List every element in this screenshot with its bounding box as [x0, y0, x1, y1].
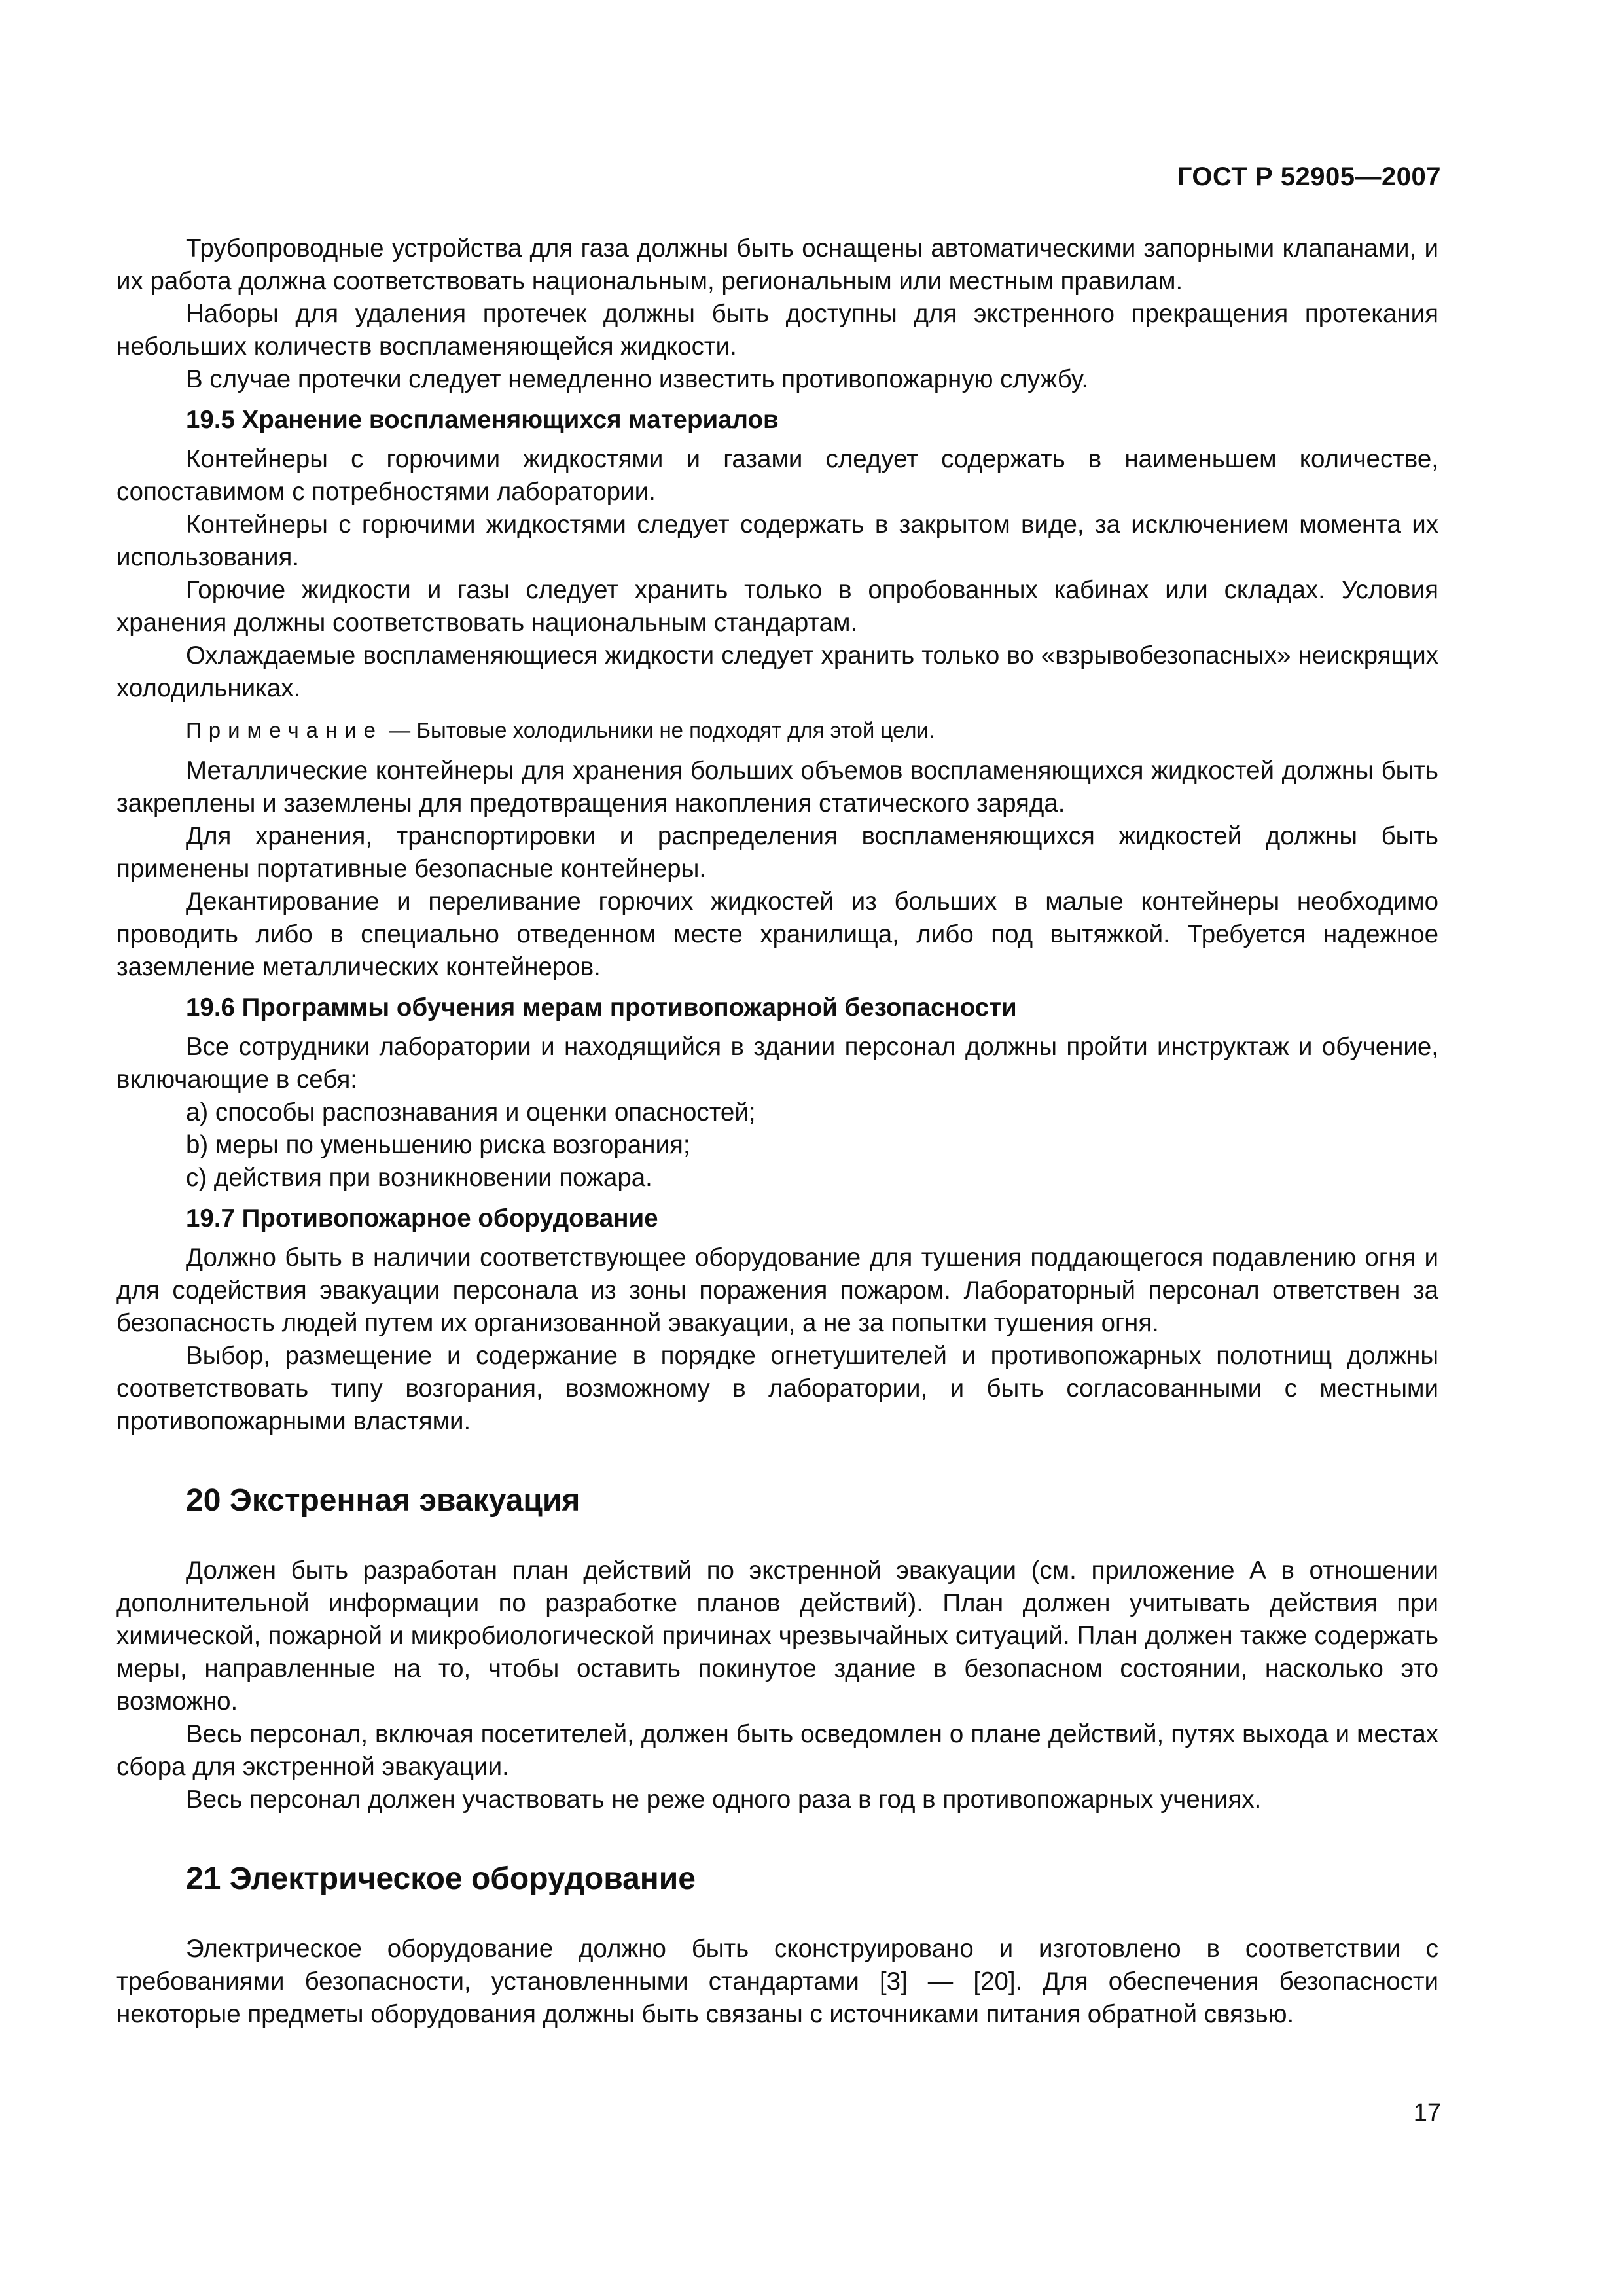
subsection-title-19-5: 19.5 Хранение воспламеняющихся материалов	[186, 406, 779, 434]
paragraph: Контейнеры с горючими жидкостями следует содержать в закрытом виде, за исключением момента их использования.	[116, 511, 1438, 571]
subsection-title-19-6: 19.6 Программы обучения мерам противопожарной безопасности	[186, 994, 1017, 1022]
paragraph: Трубопроводные устройства для газа должны быть оснащены автоматическими запорными клапанами, и их работа должна соответствовать национальным, региональным или местным правилам.	[116, 234, 1438, 295]
page-content	[116, 232, 1438, 2031]
paragraph: Выбор, размещение и содержание в порядке огнетушителей и противопожарных полотнищ должны соответствовать типу возгорания, возможному в лаборатории, и быть согласованными с местными противопожарными властями.	[116, 1342, 1438, 1435]
list-item: c) действия при возникновении пожара.	[186, 1164, 652, 1192]
note-text: — Бытовые холодильники не подходят для этой цели.	[383, 718, 935, 742]
paragraph: Должно быть в наличии соответствующее оборудование для тушения поддающегося подавлению огня и для содействия эвакуации персонала из зоны поражения пожаром. Лабораторный персонал ответствен за безопасность людей путем их организованной эвакуации, а не за попытки тушения огня.	[116, 1244, 1438, 1337]
section-title-20: 20 Экстренная эвакуация	[186, 1483, 580, 1518]
paragraph: Охлаждаемые воспламеняющиеся жидкости следует хранить только во «взрывобезопасных» неискрящих холодильниках.	[116, 641, 1438, 702]
document-id-header: ГОСТ Р 52905—2007	[1177, 162, 1441, 191]
paragraph: Весь персонал, включая посетителей, должен быть осведомлен о плане действий, путях выхода и местах сбора для экстренной эвакуации.	[116, 1720, 1438, 1781]
paragraph: Все сотрудники лаборатории и находящийся в здании персонал должны пройти инструктаж и обучение, включающие в себя:	[116, 1033, 1438, 1094]
note	[116, 715, 1438, 745]
list-item: b) меры по уменьшению риска возгорания;	[186, 1131, 690, 1159]
note-label: Примечание	[186, 718, 383, 742]
page-number: 17	[1413, 2099, 1441, 2126]
section-title-21: 21 Электрическое оборудование	[186, 1861, 696, 1896]
paragraph: Для хранения, транспортировки и распределения воспламеняющихся жидкостей должны быть применены портативные безопасные контейнеры.	[116, 822, 1438, 883]
paragraph: Весь персонал должен участвовать не реже одного раза в год в противопожарных учениях.	[186, 1785, 1262, 1814]
paragraph: Наборы для удаления протечек должны быть доступны для экстренного прекращения протекания небольших количеств воспламеняющейся жидкости.	[116, 300, 1438, 361]
list-item: a) способы распознавания и оценки опасностей;	[186, 1098, 756, 1126]
paragraph: Электрическое оборудование должно быть сконструировано и изготовлено в соответствии с требованиями безопасности, установленными стандартами [3] — [20]. Для обеспечения безопасности некоторые предметы оборудования должны быть связаны с источниками питания обратной связью.	[116, 1935, 1438, 2028]
paragraph: Декантирование и переливание горючих жидкостей из больших в малые контейнеры необходимо проводить либо в специально отведенном месте хранилища, либо под вытяжкой. Требуется надежное заземление металлических контейнеров.	[116, 888, 1438, 981]
paragraph: Металлические контейнеры для хранения больших объемов воспламеняющихся жидкостей должны быть закреплены и заземлены для предотвращения накопления статического заряда.	[116, 757, 1438, 817]
paragraph: Должен быть разработан план действий по экстренной эвакуации (см. приложение А в отношении дополнительной информации по разработке планов действий). План должен учитывать действия при химической, пожарной и микробиологической причинах чрезвычайных ситуаций. План должен также содержать меры, направленные на то, чтобы оставить покинутое здание в безопасном состоянии, насколько это возможно.	[116, 1556, 1438, 1715]
paragraph: Контейнеры с горючими жидкостями и газами следует содержать в наименьшем количестве, сопоставимом с потребностями лаборатории.	[116, 445, 1438, 506]
paragraph: Горючие жидкости и газы следует хранить только в опробованных кабинах или складах. Условия хранения должны соответствовать национальным стандартам.	[116, 576, 1438, 637]
paragraph: В случае протечки следует немедленно известить противопожарную службу.	[186, 365, 1089, 393]
subsection-title-19-7: 19.7 Противопожарное оборудование	[186, 1204, 658, 1232]
